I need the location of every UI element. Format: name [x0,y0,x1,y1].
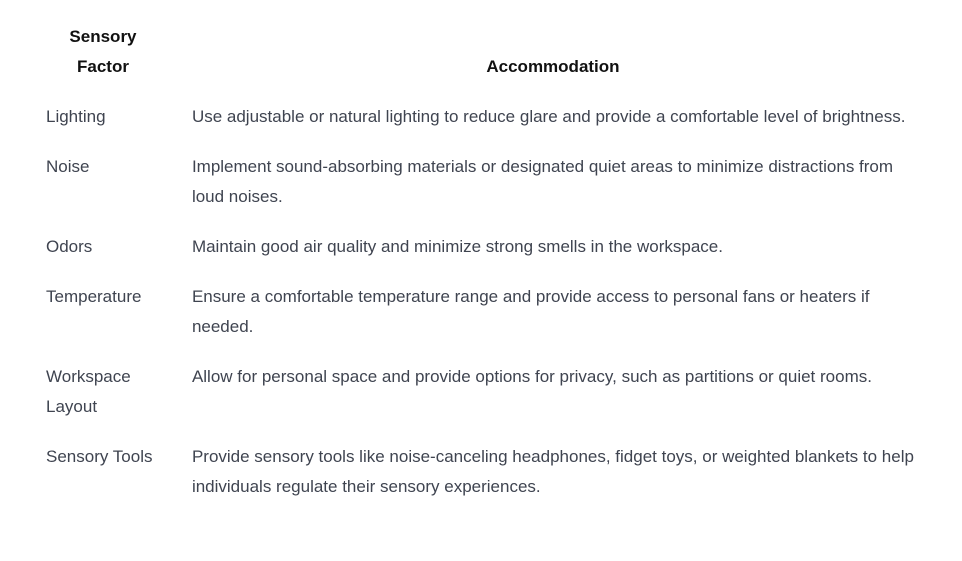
row-factor-sensory-tools: Sensory Tools [46,447,153,466]
row-factor-noise: Noise [46,157,90,176]
table-row [30,152,930,232]
header-factor-line2: Factor [76,57,129,76]
row-accommodation-odors: Maintain good air quality and minimize strong smells in the workspace. [191,237,723,256]
row-factor-odors: Odors [46,237,93,256]
table-header [30,22,930,102]
row-accommodation-workspace-layout: Allow for personal space and provide options for privacy, such as partitions or quiet rooms. [191,367,872,386]
row-factor-lighting: Lighting [46,107,106,126]
row-factor-workspace-layout: Workspace Layout [46,367,131,416]
header-row [30,22,930,102]
header-sensory-factor [30,22,176,102]
table-row [30,282,930,362]
row-accommodation-temperature: Ensure a comfortable temperature range and provide access to personal fans or heaters if needed. [191,287,870,336]
row-factor-temperature: Temperature [46,287,142,306]
header-accommodation: Accommodation [486,57,620,76]
table-body [30,102,930,522]
row-accommodation-noise: Implement sound-absorbing materials or designated quiet areas to minimize distractions from loud noises. [191,157,894,206]
accommodations-table [30,22,930,522]
table-row [30,232,930,282]
header-factor-line1: Sensory [69,27,137,46]
table-row [30,442,930,522]
row-accommodation-lighting: Use adjustable or natural lighting to reduce glare and provide a comfortable level of brightness. [191,107,906,126]
table-row [30,362,930,442]
row-accommodation-sensory-tools: Provide sensory tools like noise-canceling headphones, fidget toys, or weighted blankets to help individuals regulate their sensory experiences. [191,447,914,496]
table-row [30,102,930,152]
accommodations-table-container [30,22,930,522]
